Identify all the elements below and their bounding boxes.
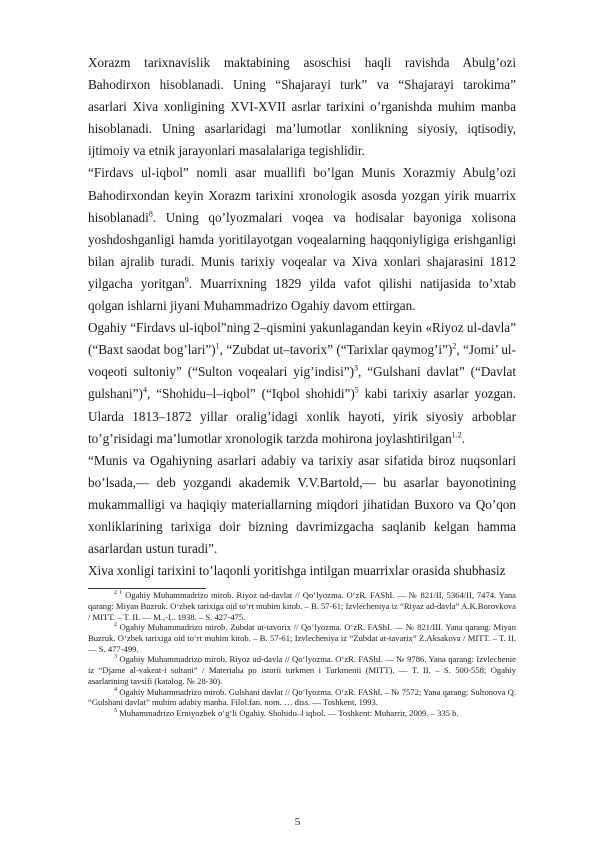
paragraph-text: Xiva xonligi tarixini to’laqonli yoritishga intilgan muarrixlar orasida shubhasiz xyxy=(88,563,506,579)
footnote-mark: 5 xyxy=(114,708,117,715)
footnotes xyxy=(88,590,516,718)
footnote-text: Ogahiy Muhammadrizo mirob. Riyoz ud-davlat // Qo‘lyozma. O‘zR. FAShI. — № 821/II, 5364/II, 7474. Yana qarang: Miyan Buzruk. O‘zbek tarixiga oid to‘rt muhim kitob. – B. 57-61; Izvlecheniya iz “Riyaz ad-davla” A.K.Borovkova / MITT. – T. II. — M.,-L. 1938. – S. 427-475. xyxy=(88,590,516,622)
footnote xyxy=(88,622,516,654)
footnote-ref: 5 xyxy=(354,386,359,396)
paragraph xyxy=(88,560,516,582)
paragraph-text: , “Zubdat ut–tavorix” (“Tarixlar qaymog’i”) xyxy=(219,342,453,358)
paragraph xyxy=(88,162,516,317)
paragraph-text: . xyxy=(461,430,465,446)
footnote-mark: 2 1 xyxy=(114,590,123,597)
footnote-text: Ogahiy Muhammadrizo mirob. Zubdat ut-tavorix // Qo‘lyozma. O‘zR. FAShI. — № 821/III. Yana qarang: Miyan Buzruk. O‘zbek tarixiga oid to‘rt muhim kitob. – B. 57-61; Izvlecheniya iz “Zubdat at-tavarix” Z.Aksakova / MITT. – T. II. — S. 477-499. xyxy=(88,622,516,654)
footnote-ref: 8 xyxy=(148,209,153,219)
footnote-separator xyxy=(88,588,206,589)
footnote-ref: 9 xyxy=(184,275,189,285)
paragraph-text: , “Gulshani davlat” (“Davlat gulshani”) xyxy=(88,364,516,402)
paragraph-text: . Uning qo’lyozmalari voqea va hodisalar bayoniga xolisona yoshdoshganligi hamda yoritilayotgan voqealarning haqqoniyligiga erishganligi bilan ajralib turadi. Munis tarixiy voqealar va Xiva xonlari shajarasini 1812 yilgacha yoritgan xyxy=(88,209,516,291)
footnote-ref: 1 xyxy=(215,341,220,351)
paragraph xyxy=(88,317,516,450)
footnote xyxy=(88,687,516,708)
paragraph-text: kabi tarixiy asarlar yozgan. Ularda 1813–1872 yillar oralig’idagi xonlik hayoti, yirik siyosiy arboblar to’g’risidagi ma’lumotlar xronologik tarzda mohirona joylashtirilgan xyxy=(88,386,517,446)
footnote-ref: 1.2 xyxy=(451,430,462,440)
paragraph-text: Xorazm tarixnavislik maktabining asoschisi haqli ravishda Abulg’ozi Bahodirxon hisoblanadi. Uning “Shajarayi turk” va “Shajarayi tarokima” asarlari Xiva xonligining XVI-XVII asrlar tarixini o’rganishda muhim manba hisoblanadi. Uning asarlaridagi ma’lumotlar xonlikning siyosiy, iqtisodiy, ijtimoiy va etnik jarayonlari masalalariga tegishlidir. xyxy=(88,55,516,159)
footnote xyxy=(88,590,516,622)
paragraph-text: Ogahiy “Firdavs ul-iqbol”ning 2–qismini yakunlagandan keyin «Riyoz ul-davla” (“Baxt saodat bog’lari”) xyxy=(88,320,516,358)
paragraph-text: , “Jomi’ ul-voqeoti sultoniy” (“Sulton voqealari yig’indisi”) xyxy=(88,342,516,380)
footnote-ref: 3 xyxy=(354,363,359,373)
paragraph-text: “Firdavs ul-iqbol” nomli asar muallifi bo’lgan Munis Xorazmiy Abulg’ozi Bahodirxondan keyin Xorazm tarixini xronologik asosda yozgan yirik muarrix hisoblanadi xyxy=(88,165,516,225)
body-text xyxy=(88,52,516,582)
footnote xyxy=(88,654,516,686)
page-number: 5 xyxy=(294,816,301,828)
footnote-mark: 2 xyxy=(114,622,117,629)
paragraph-text: “Munis va Ogahiyning asarlari adabiy va tarixiy asar sifatida biroz nuqsonlari bo’lsada,— deb yozgandi akademik V.V.Bartold,— bu asarlar bayonotining mukammalligi va haqiqiy materiallarning miqdori jihatidan Buxoro va Qo’qon xonliklarining tarixiga doir bizning davrimizgacha saqlanib kelgan hamma asarlardan ustun turadi”. xyxy=(88,452,516,557)
footnote-ref: 4 xyxy=(142,386,147,396)
footnote xyxy=(88,708,516,719)
footnote-mark: 3 xyxy=(114,654,117,661)
footnote-text: Muhammadrizo Erniyozbek o‘g‘li Ogahiy. Shohidu–l iqbol. — Toshkent: Muharrir, 2009. – 335 b. xyxy=(119,707,459,718)
paragraph-text: . Muarrixning 1829 yilda vafot qilishi natijasida to’xtab qolgan ishlarni jiyani Muhammadrizo Ogahiy davom ettirgan. xyxy=(88,275,516,314)
document-page xyxy=(88,52,516,719)
footnote-ref: 2 xyxy=(452,341,457,351)
paragraph xyxy=(88,52,516,162)
footnote-mark: 4 xyxy=(114,686,117,693)
footnote-text: Ogahiy Muhammadrizo mirob. Riyoz ud-davla // Qo‘lyozma. O‘zR. FAShI. — № 9786. Yana qarang: Izvlechenie iz “Djame al-vakeat-i sultani” / Materialы po istorii turkmen i Turkmenii (MITT). — T. II. – S. 500-558; Ogahiy asarlarining tavsifi (katalog. № 28-30). xyxy=(88,654,516,686)
paragraph-text: , “Shohidu–l–iqbol” (“Iqbol shohidi”) xyxy=(146,386,355,402)
paragraph xyxy=(88,450,516,560)
footnote-text: Ogahiy Muhammadrizo mirob. Gulshani davlat // Qo‘lyozma. O‘zR. FAShI. – № 7572; Yana qarang: Sultonova Q. “Gulshani davlat” muhim adabiy manba. Filol.fan. nom. … diss. — Toshkent, 1993. xyxy=(88,686,516,708)
